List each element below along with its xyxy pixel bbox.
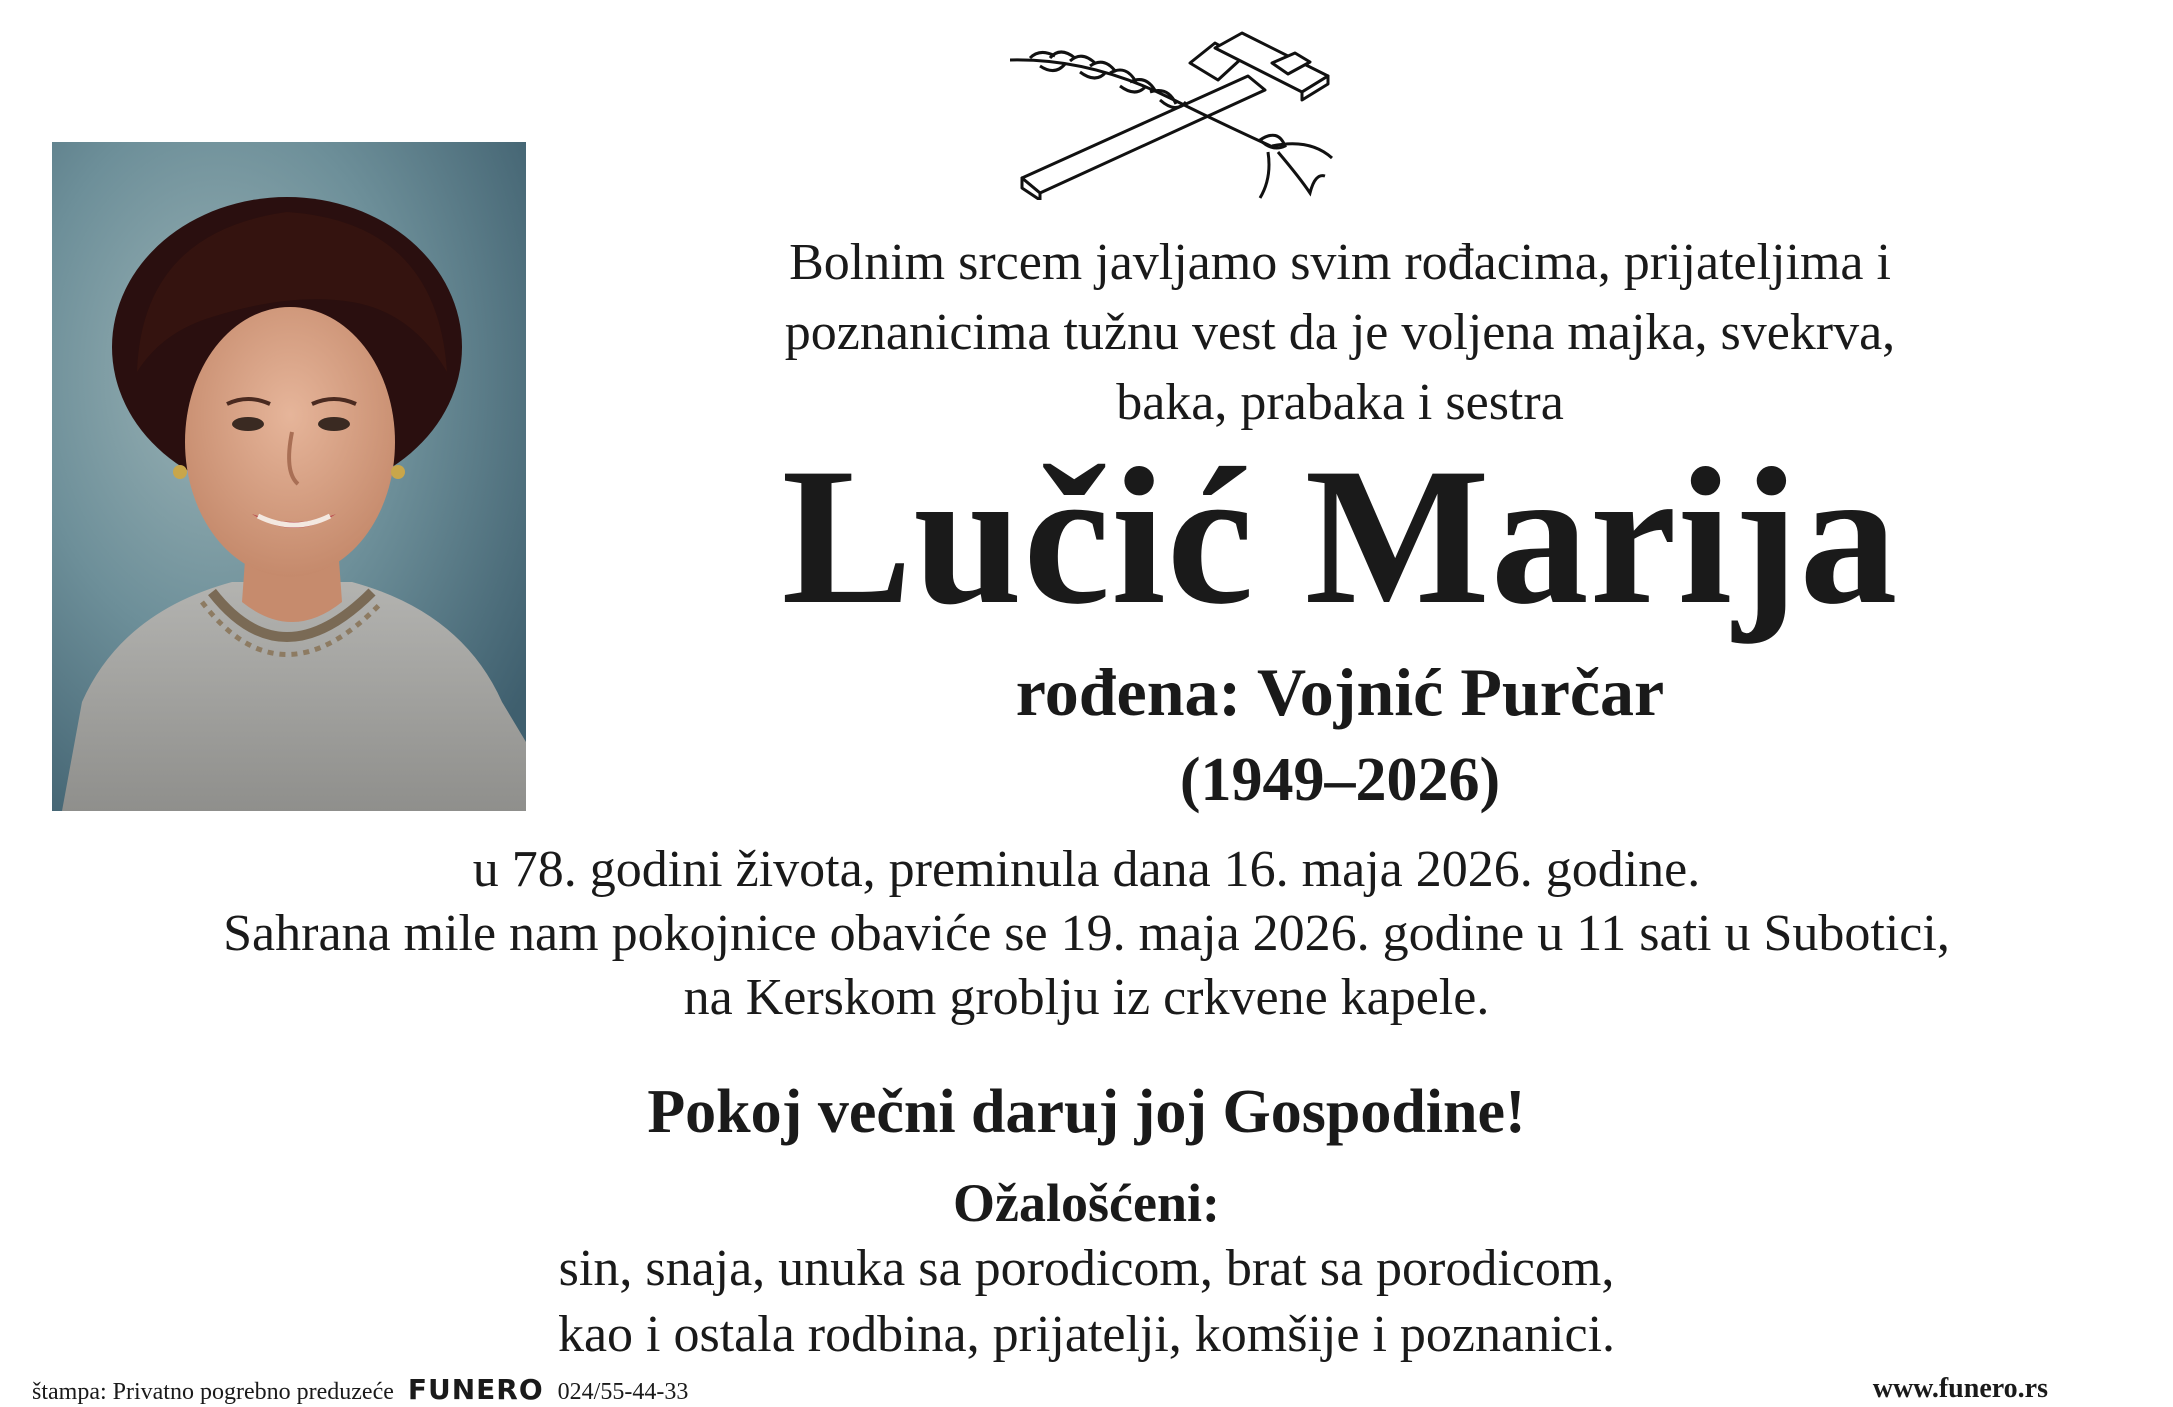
- funeral-details: [0, 838, 2173, 1030]
- website-link[interactable]: www.funero.rs: [1872, 1373, 2048, 1404]
- intro-line: baka, prabaka i sestra: [1116, 374, 1564, 431]
- life-years: (1949–2026): [1179, 746, 1501, 814]
- intro-text: [560, 228, 2120, 438]
- details-line: Sahrana mile nam pokojnice obaviće se 19. maja 2026. godine u 11 sati u Subotici,: [223, 905, 1950, 962]
- intro-line: poznanicima tužnu vest da je voljena majka, svekrva,: [784, 304, 1896, 361]
- details-line: na Kerskom groblju iz crkvene kapele.: [683, 969, 1490, 1026]
- cross-with-palm-icon: [1010, 28, 1340, 200]
- print-label: štampa: Privatno pogrebno preduzeće: [32, 1379, 394, 1405]
- mourners-title: Ožalošćeni:: [953, 1173, 1220, 1233]
- details-line: u 78. godini života, preminula dana 16. maja 2026. godine.: [472, 841, 1701, 898]
- mourners-line: kao i ostala rodbina, prijatelji, komšije i poznanici.: [557, 1306, 1616, 1363]
- portrait-photo: [52, 142, 526, 811]
- brand-logo: FUNERO: [407, 1373, 544, 1406]
- portrait-image: [52, 142, 526, 811]
- intro-line: Bolnim srcem javljamo svim rođacima, prijateljima i: [789, 234, 1891, 291]
- mourners-list: [0, 1236, 2173, 1368]
- maiden-name: rođena: Vojnić Purčar: [1015, 654, 1665, 730]
- deceased-name: Lučić Marija: [781, 428, 1899, 645]
- print-credit: [32, 1375, 688, 1407]
- cross-symbol: [1010, 28, 1340, 200]
- phone-number: 024/55-44-33: [557, 1379, 689, 1405]
- prayer-text: Pokoj večni daruj joj Gospodine!: [647, 1078, 1526, 1146]
- mourners-line: sin, snaja, unuka sa porodicom, brat sa porodicom,: [558, 1240, 1615, 1297]
